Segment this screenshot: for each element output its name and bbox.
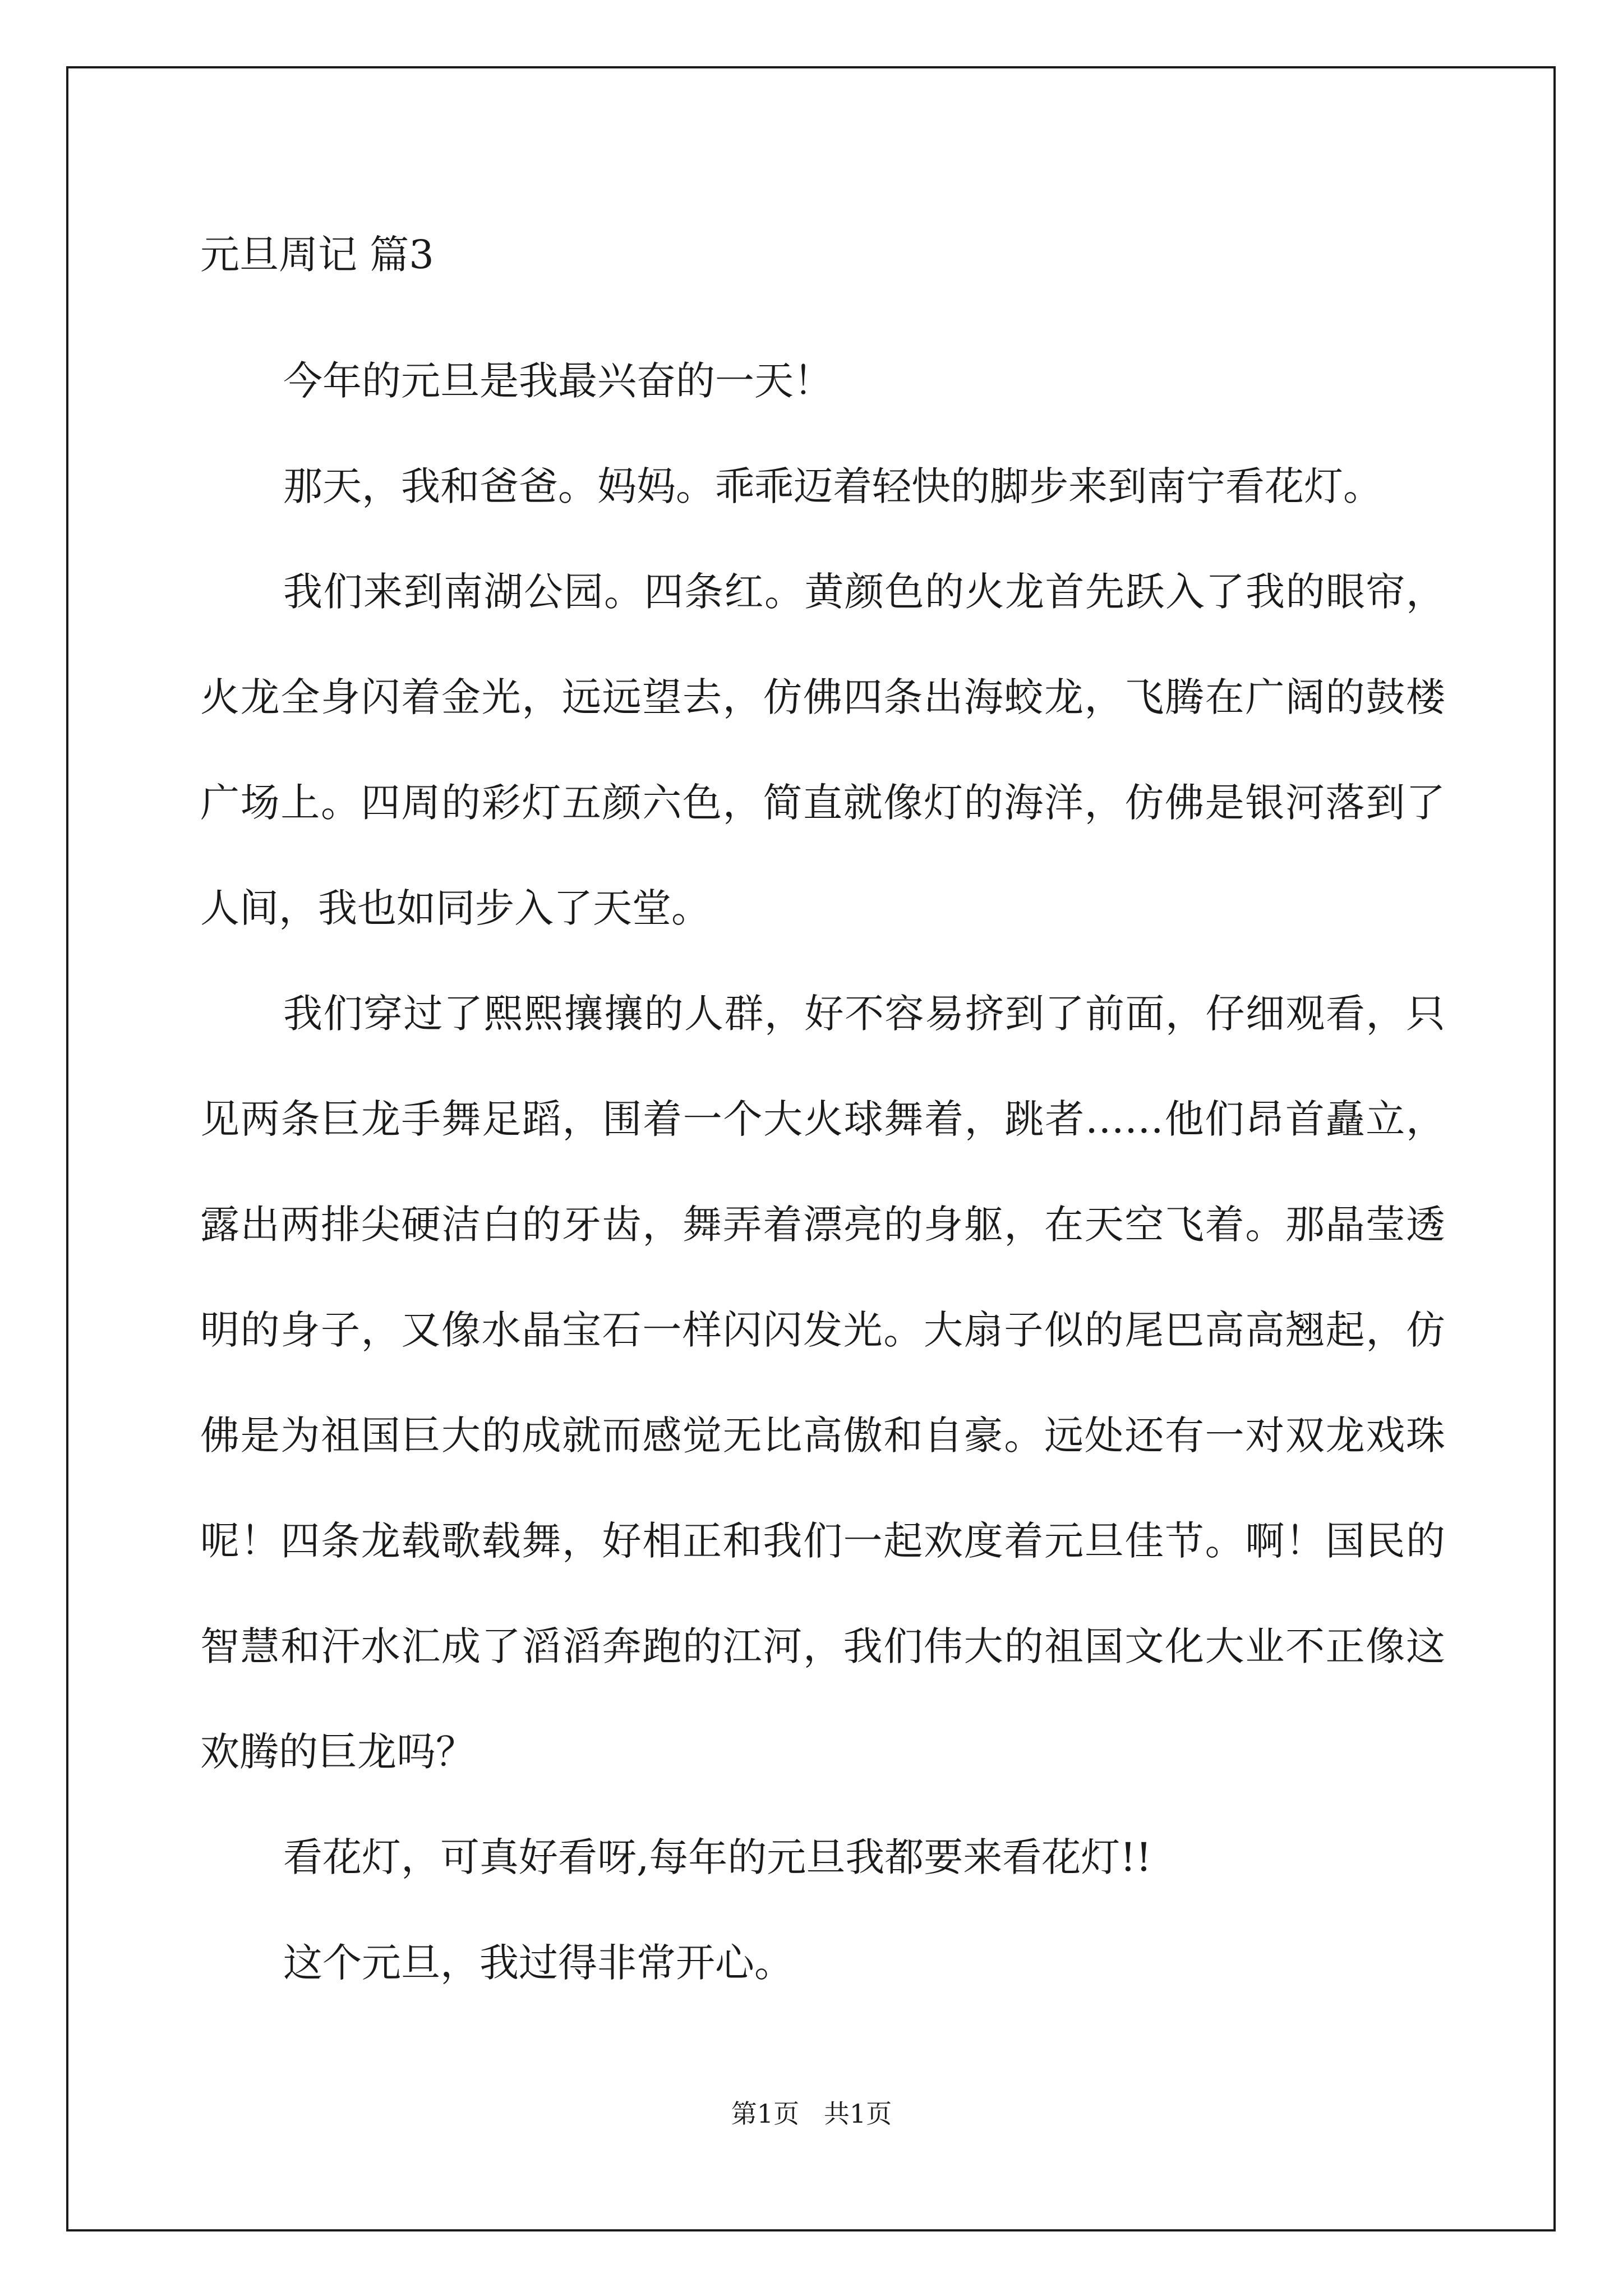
paragraph-2: 那天，我和爸爸。妈妈。乖乖迈着轻快的脚步来到南宁看花灯。 — [283, 463, 1382, 509]
document-body — [200, 222, 1445, 2016]
document-title: 元旦周记 篇3 — [200, 232, 434, 278]
paragraph-1: 今年的元旦是我最兴奋的一天！ — [283, 358, 833, 404]
page-number-footer: 第1页 共1页 — [731, 2099, 892, 2129]
paragraph-3: 我们来到南湖公园。四条红。黄颜色的火龙首先跃入了我的眼帘，火龙全身闪着金光，远远望去，仿佛四条出海蛟龙，飞腾在广阔的鼓楼广场上。四周的彩灯五颜六色，简直就像灯的海洋，仿佛是银河落到了人间，我也如同步入了天堂。 — [200, 569, 1445, 931]
paragraph-5: 看花灯，可真好看呀,每年的元旦我都要来看花灯!! — [283, 1834, 1152, 1880]
paragraph-4: 我们穿过了熙熙攘攘的人群，好不容易挤到了前面，仔细观看，只见两条巨龙手舞足蹈，围着一个大火球舞着，跳者……他们昂首矗立，露出两排尖硬洁白的牙齿，舞弄着漂亮的身躯，在天空飞着。那晶莹透明的身子，又像水晶宝石一样闪闪发光。大扇子似的尾巴高高翘起，仿佛是为祖国巨大的成就而感觉无比高傲和自豪。远处还有一对双龙戏珠呢！四条龙载歌载舞，好相正和我们一起欢度着元旦佳节。啊！国民的智慧和汗水汇成了滔滔奔跑的江河，我们伟大的祖国文化大业不正像这欢腾的巨龙吗？ — [200, 991, 1445, 1775]
paragraph-6: 这个元旦，我过得非常开心。 — [283, 1940, 794, 1986]
